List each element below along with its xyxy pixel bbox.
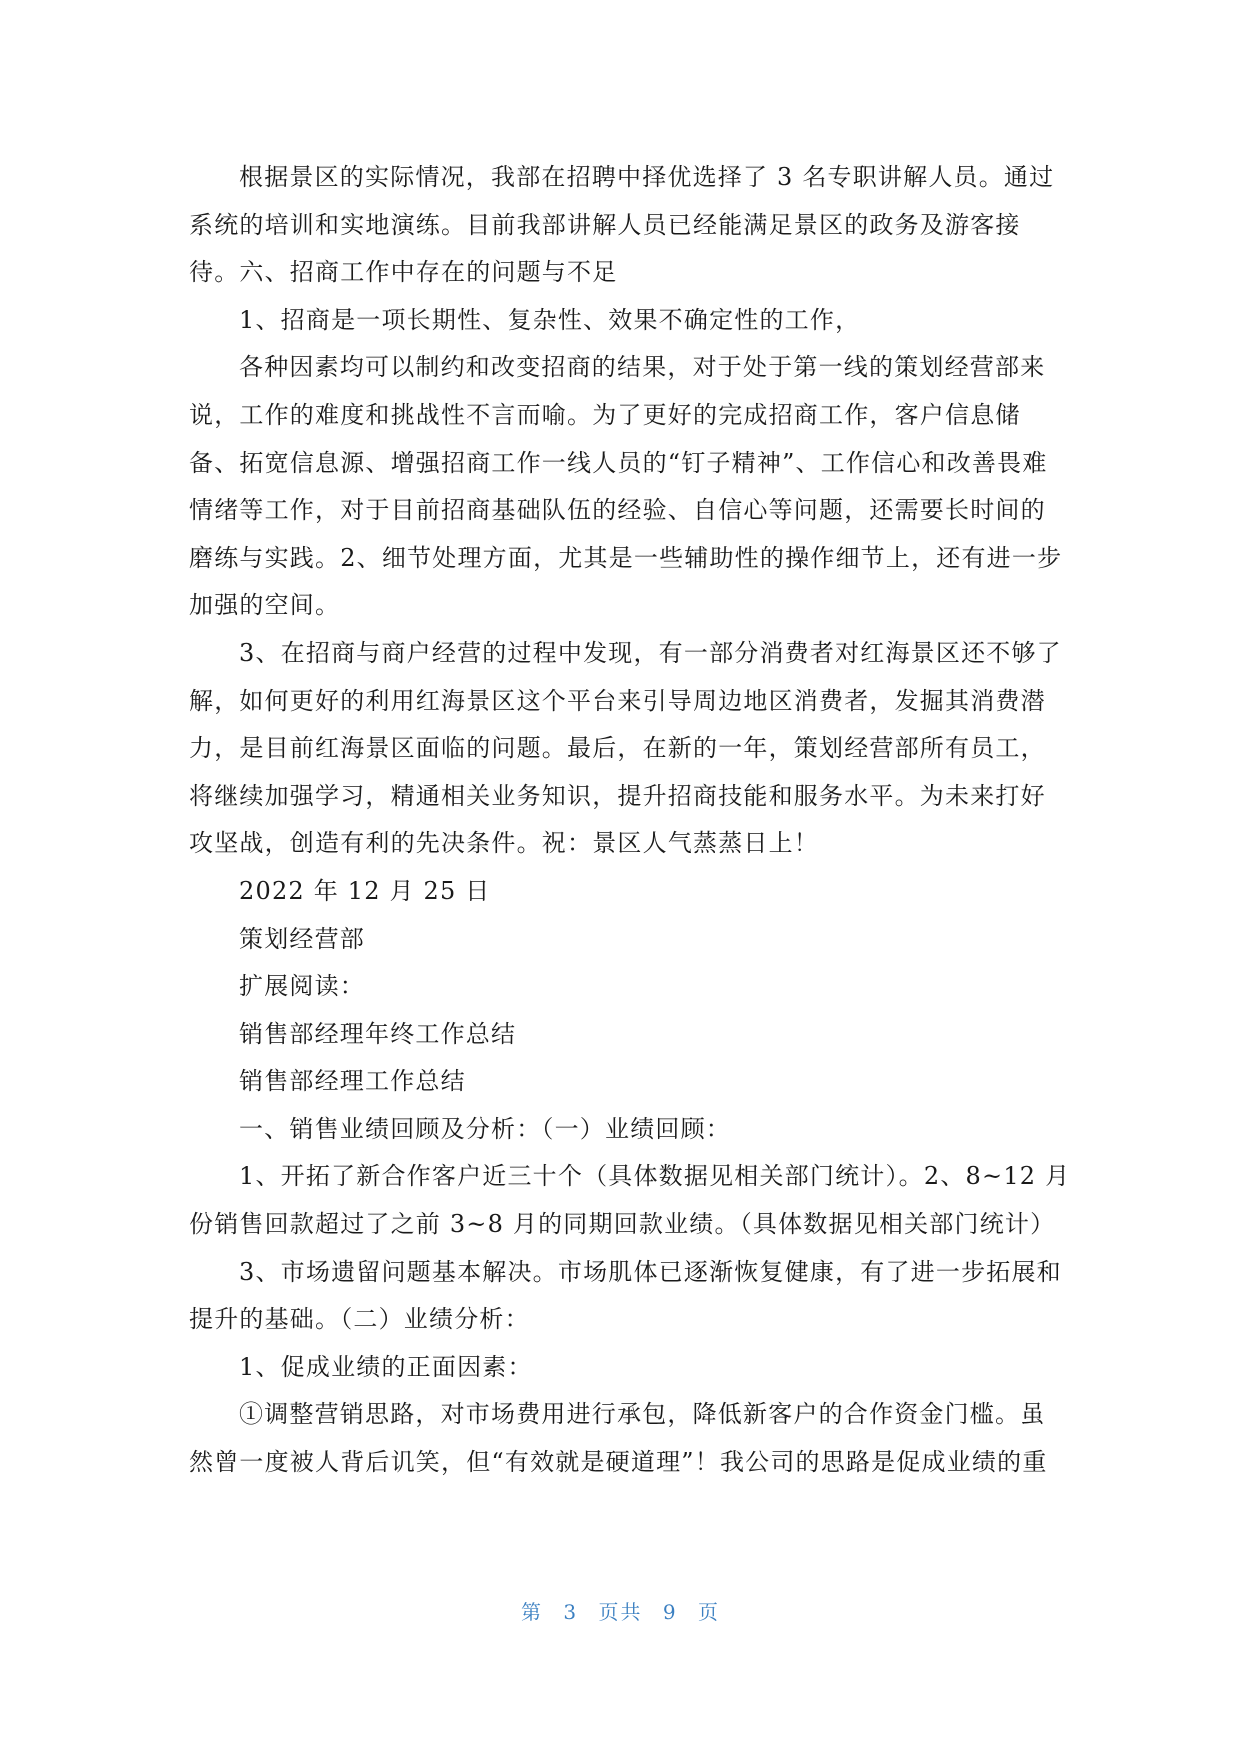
text-line: 3、市场遗留问题基本解决。市场肌体已逐渐恢复健康，有了进一步拓展和 [239,1257,1062,1286]
text-line: 系统的培训和实地演练。目前我部讲解人员已经能满足景区的政务及游客接 [189,210,1021,239]
text-line: 策划经营部 [239,924,365,953]
paragraph [189,1058,1051,1106]
paragraph [189,297,1051,345]
paragraph [189,868,1051,916]
paragraph [189,1106,1051,1154]
document-body [189,154,1071,1487]
paragraph [189,1391,1051,1486]
page-footer [0,1596,1241,1625]
text-line: 1、开拓了新合作客户近三十个（具体数据见相关部门统计）。2、8~12 月 [239,1162,1071,1191]
footer-middle: 页共 [598,1600,643,1624]
text-line: 攻坚战，创造有利的先决条件。祝：景区人气蒸蒸日上！ [189,829,819,858]
text-line: 各种因素均可以制约和改变招商的结果，对于处于第一线的策划经营部来 [239,353,1046,382]
text-line: 备、拓宽信息源、增强招商工作一线人员的“钉子精神”、工作信心和改善畏难 [189,448,1048,477]
text-line: 加强的空间。 [189,591,341,620]
text-line: 待。六、招商工作中存在的问题与不足 [189,258,618,287]
text-line: 说，工作的难度和挑战性不言而喻。为了更好的完成招商工作，客户信息储 [189,400,1021,429]
text-line: ①调整营销思路，对市场费用进行承包，降低新客户的合作资金门槛。虽 [239,1400,1046,1429]
footer-suffix: 页 [697,1600,720,1624]
total-page-count: 9 [662,1600,678,1624]
text-line: 情绪等工作，对于目前招商基础队伍的经验、自信心等问题，还需要长时间的 [189,496,1046,525]
paragraph [189,154,1055,297]
text-line: 力，是目前红海景区面临的问题。最后，在新的一年，策划经营部所有员工， [189,734,1046,763]
text-line: 销售部经理工作总结 [239,1067,466,1096]
text-line: 根据景区的实际情况，我部在招聘中择优选择了 3 名专职讲解人员。通过 [239,163,1055,191]
text-line: 销售部经理年终工作总结 [239,1019,517,1048]
paragraph [189,1153,1071,1248]
text-line: 提升的基础。（二）业绩分析： [189,1305,530,1334]
text-line: 份销售回款超过了之前 3~8 月的同期回款业绩。（具体数据见相关部门统计） [189,1210,1056,1239]
text-line: 一、销售业绩回顾及分析：（一）业绩回顾： [239,1114,731,1143]
text-line: 扩展阅读： [239,972,365,1001]
paragraph [189,1344,1051,1392]
text-line: 1、促成业绩的正面因素： [239,1352,533,1381]
text-line: 磨练与实践。2、细节处理方面，尤其是一些辅助性的操作细节上，还有进一步 [189,543,1063,572]
text-line: 3、在招商与商户经营的过程中发现，有一部分消费者对红海景区还不够了 [239,638,1062,667]
text-line: 2022 年 12 月 25 日 [239,876,491,905]
paragraph [189,916,1051,964]
paragraph [189,630,1062,868]
text-line: 解，如何更好的利用红海景区这个平台来引导周边地区消费者，发掘其消费潜 [189,686,1046,715]
paragraph [189,963,1051,1011]
footer-prefix: 第 [521,1600,544,1624]
text-line: 然曾一度被人背后讥笑，但“有效就是硬道理”！我公司的思路是促成业绩的重 [189,1448,1048,1477]
paragraph [189,1249,1062,1344]
paragraph [189,344,1063,630]
current-page-number: 3 [563,1600,579,1624]
text-line: 1、招商是一项长期性、复杂性、效果不确定性的工作， [239,305,861,334]
paragraph [189,1011,1051,1059]
text-line: 将继续加强学习，精通相关业务知识，提升招商技能和服务水平。为未来打好 [189,781,1046,810]
